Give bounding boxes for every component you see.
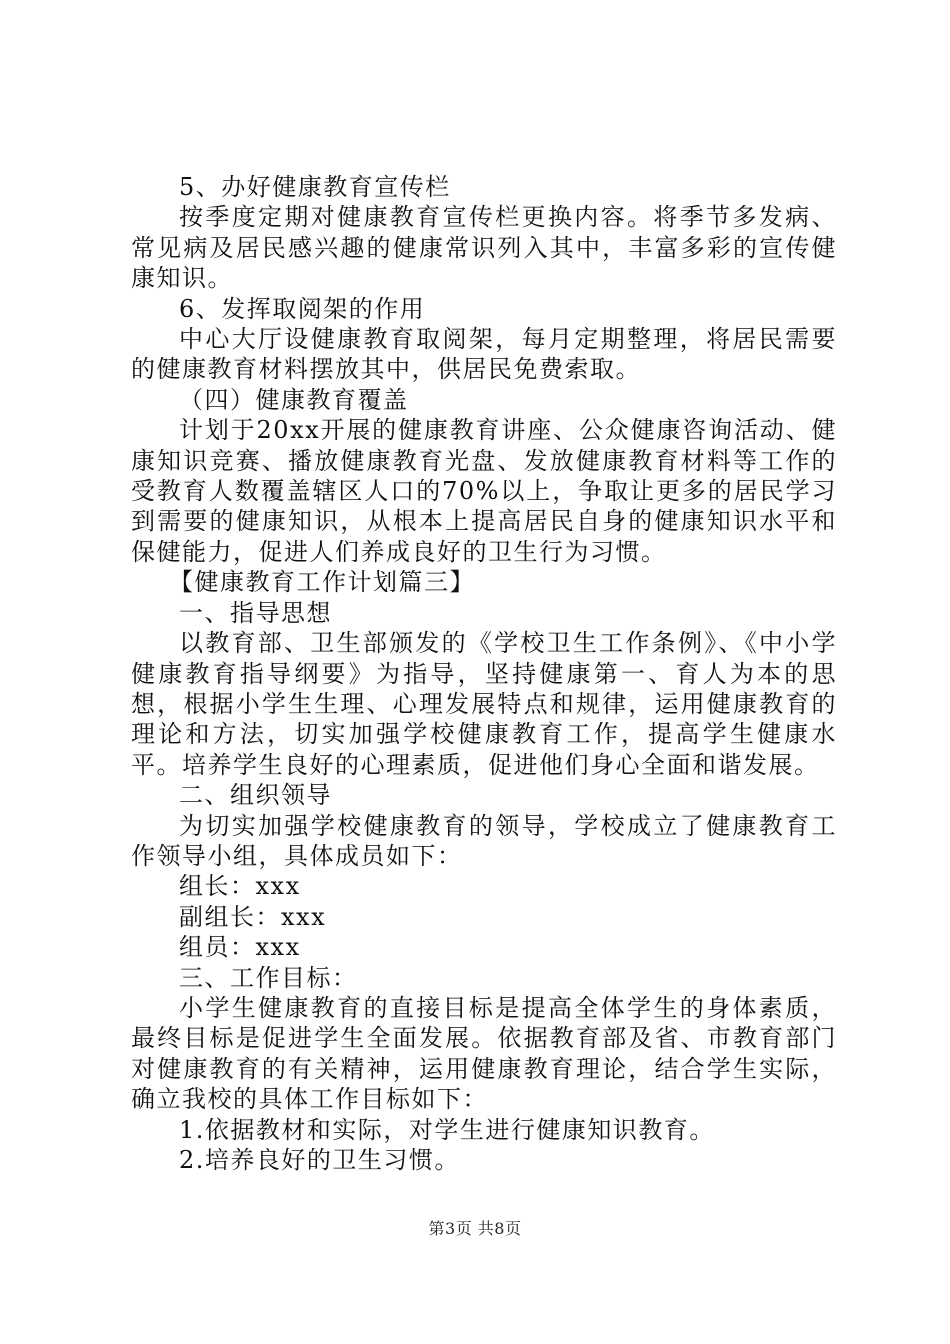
heading-coverage: （四）健康教育覆盖 <box>179 385 409 414</box>
document-body <box>131 172 837 1175</box>
paragraph-work-goals: 小学生健康教育的直接目标是提高全体学生的身体素质，最终目标是促进学生全面发展。依据教育部及省、市教育部门对健康教育的有关精神，运用健康教育理论，结合学生实际，确立我校的具体工作目标如下： <box>131 993 837 1114</box>
paragraph-coverage: 计划于20xx开展的健康教育讲座、公众健康咨询活动、健康知识竞赛、播放健康教育光盘、发放健康教育材料等工作的受教育人数覆盖辖区人口的70%以上，争取让更多的居民学习到需要的健康知识，从根本上提高居民自身的健康知识水平和保健能力，促进人们养成良好的卫生行为习惯。 <box>131 416 837 566</box>
member-members: 组员：xxx <box>179 933 301 962</box>
goal-item-2: 2.培养良好的卫生习惯。 <box>179 1146 460 1174</box>
page-footer: 第3页 共8页 <box>428 1219 522 1238</box>
heading-work-goals: 三、工作目标： <box>179 963 358 992</box>
goal-item-1: 1.依据教材和实际，对学生进行健康知识教育。 <box>179 1115 715 1144</box>
paragraph-bulletin-board: 按季度定期对健康教育宣传栏更换内容。将季节多发病、常见病及居民感兴趣的健康常识列入其中，丰富多彩的宣传健康知识。 <box>131 203 837 293</box>
heading-reading-rack: 6、发挥取阅架的作用 <box>179 294 426 323</box>
heading-bulletin-board: 5、办好健康教育宣传栏 <box>179 173 451 201</box>
member-leader: 组长：xxx <box>179 872 301 901</box>
paragraph-organization: 为切实加强学校健康教育的领导，学校成立了健康教育工作领导小组，具体成员如下： <box>131 811 837 870</box>
heading-organization: 二、组织领导 <box>179 781 332 810</box>
section-title-part-three: 【健康教育工作计划篇三】 <box>169 568 475 597</box>
paragraph-reading-rack: 中心大厅设健康教育取阅架，每月定期整理，将居民需要的健康教育材料摆放其中，供居民免费索取。 <box>131 325 837 384</box>
paragraph-guiding-ideology: 以教育部、卫生部颁发的《学校卫生工作条例》、《中小学健康教育指导纲要》为指导，坚持健康第一、育人为本的思想，根据小学生生理、心理发展特点和规律，运用健康教育的理论和方法，切实加强学校健康教育工作，提高学生健康水平。培养学生良好的心理素质，促进他们身心全面和谐发展。 <box>131 629 837 779</box>
heading-guiding-ideology: 一、指导思想 <box>179 598 332 627</box>
member-deputy-leader: 副组长：xxx <box>179 902 327 931</box>
